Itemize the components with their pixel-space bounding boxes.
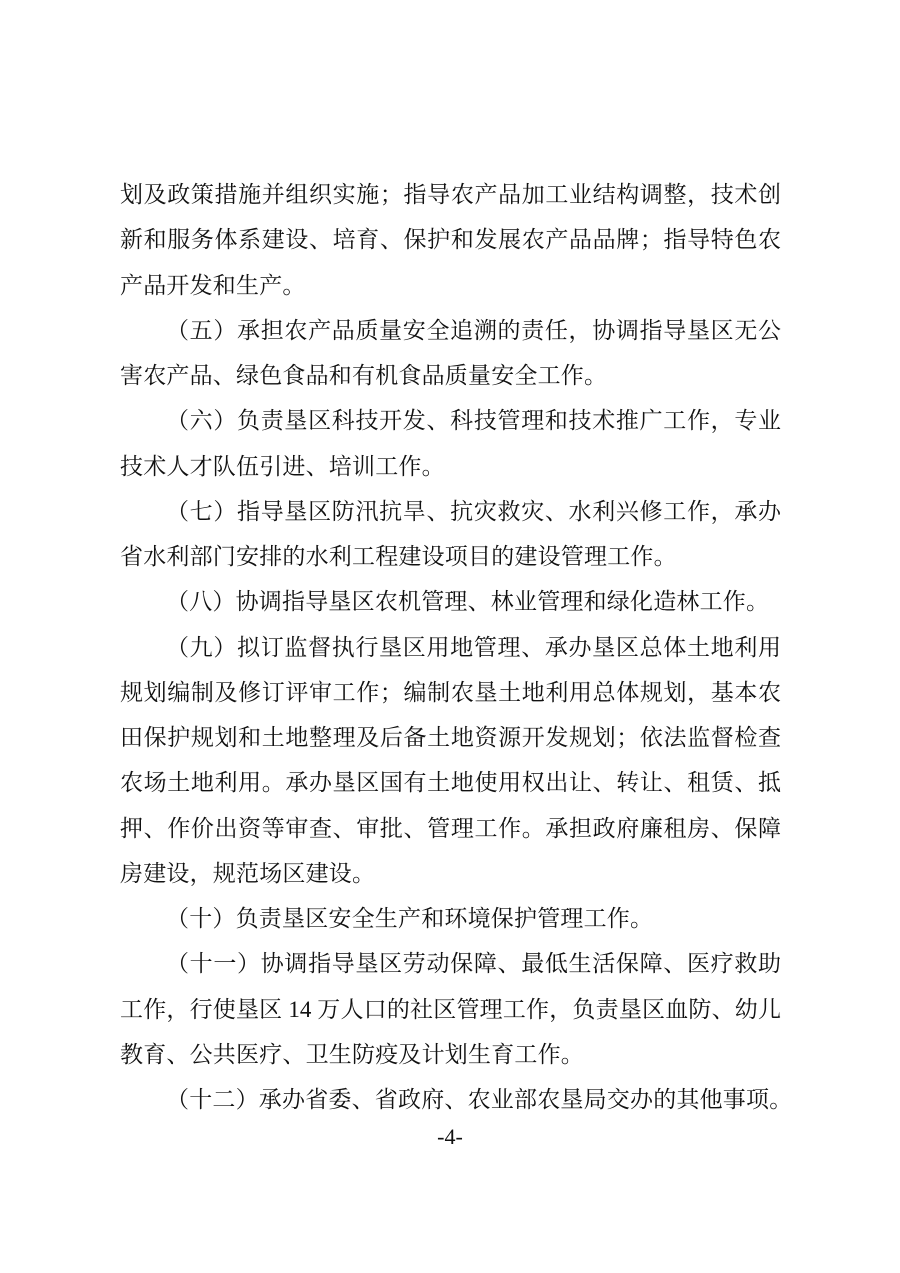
text-line-16: 房建设，规范场区建设。 (120, 860, 376, 886)
text-line-8: （七）指导垦区防汛抗旱、抗灾救灾、水利兴修工作，承办 (166, 498, 781, 524)
text-line-13: 田保护规划和土地整理及后备土地资源开发规划；依法监督检查 (120, 725, 781, 750)
text-line-20: 教育、公共医疗、卫生防疫及计划生育工作。 (120, 1041, 584, 1067)
text-line-18: （十一）协调指导垦区劳动保障、最低生活保障、医疗救助 (166, 951, 781, 977)
text-line-7: 技术人才队伍引进、培训工作。 (120, 453, 445, 479)
text-line-6: （六）负责垦区科技开发、科技管理和技术推广工作，专业 (166, 408, 781, 434)
text-line-3: 产品开发和生产。 (120, 272, 306, 298)
text-line-2: 新和服务体系建设、培育、保护和发展农产品品牌；指导特色农 (120, 227, 781, 253)
text-line-5: 害农产品、绿色食品和有机食品质量安全工作。 (120, 363, 608, 388)
text-line-11: （九）拟订监督执行垦区用地管理、承办垦区总体土地利用 (166, 634, 781, 660)
text-line-21: （十二）承办省委、省政府、农业部农垦局交办的其他事项。 (166, 1087, 793, 1112)
text-line-4: （五）承担农产品质量安全追溯的责任，协调指导垦区无公 (166, 317, 781, 343)
text-line-9: 省水利部门安排的水利工程建设项目的建设管理工作。 (120, 544, 677, 569)
page-number: -4- (437, 1124, 463, 1149)
text-line-12: 规划编制及修订评审工作；编制农垦土地利用总体规划，基本农 (120, 679, 781, 705)
text-line-15: 押、作价出资等审查、审批、管理工作。承担政府廉租房、保障 (120, 815, 781, 841)
document-body (120, 172, 793, 1122)
text-line-19: 工作，行使垦区 14 万人口的社区管理工作，负责垦区血防、幼儿 (120, 996, 781, 1022)
text-line-17: （十）负责垦区安全生产和环境保护管理工作。 (166, 906, 654, 931)
text-line-10: （八）协调指导垦区农机管理、林业管理和绿化造林工作。 (166, 589, 770, 615)
text-line-1: 划及政策措施并组织实施；指导农产品加工业结构调整，技术创 (120, 182, 781, 207)
text-line-14: 农场土地利用。承办垦区国有土地使用权出让、转让、租赁、抵 (120, 770, 781, 796)
